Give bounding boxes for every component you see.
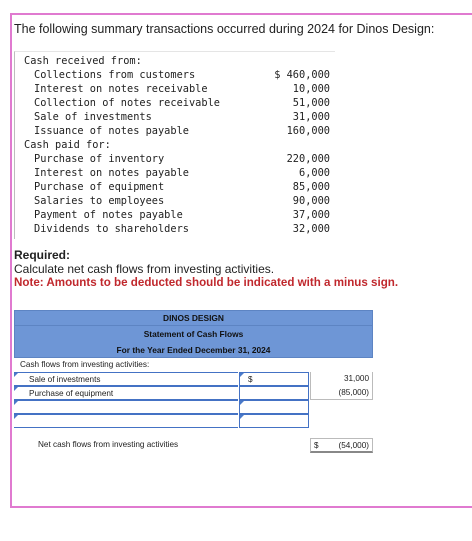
table-row [14,414,373,428]
transaction-row: Collections from customers $ 460,000 [34,69,330,81]
row-dollar-input[interactable]: $ [239,372,309,386]
cash-received-heading: Cash received from: [24,55,142,67]
row-amount-input[interactable] [310,414,373,428]
required-title: Required: [14,248,71,262]
transaction-row: Purchase of inventory 220,000 [34,153,330,165]
row-amount-input[interactable]: 31,000 [310,372,373,386]
section-heading-row [14,358,373,372]
row-dollar-input[interactable] [239,386,309,400]
table-row [14,400,373,414]
spacer-row [14,428,373,438]
transactions-list [24,54,330,236]
transaction-row: Interest on notes receivable 10,000 [34,83,330,95]
row-amount-input[interactable]: (85,000) [310,386,373,400]
transaction-row: Dividends to shareholders 32,000 [34,223,330,235]
transaction-row: Issuance of notes payable 160,000 [34,125,330,137]
required-note: Note: Amounts to be deducted should be indicated with a minus sign. [14,276,399,289]
cash-paid-heading: Cash paid for: [24,139,111,151]
net-total-row [14,438,373,452]
row-label-input[interactable]: Purchase of equipment [14,386,238,400]
table-row [14,372,373,386]
row-label-input[interactable] [14,414,238,428]
required-instruction: Calculate net cash flows from investing activities. [14,262,275,276]
transaction-row: Payment of notes payable 37,000 [34,209,330,221]
table-row [14,386,373,400]
transaction-row: Interest on notes payable 6,000 [34,167,330,179]
investing-section-label: Cash flows from investing activities: [20,360,150,369]
row-amount-input[interactable] [310,400,373,414]
row-dollar-input[interactable] [239,414,309,428]
statement-period: For the Year Ended December 31, 2024 [14,343,373,358]
company-name: DINOS DESIGN [14,310,373,326]
transaction-row: Salaries to employees 90,000 [34,195,330,207]
statement-title: Statement of Cash Flows [14,326,373,343]
net-amount-input[interactable]: $ (54,000) [310,438,373,453]
row-dollar-input[interactable] [239,400,309,414]
cash-flow-statement [14,310,373,452]
transaction-row: Sale of investments 31,000 [34,111,330,123]
net-cash-flows-label: Net cash flows from investing activities [38,440,179,449]
question-intro: The following summary transactions occurred during 2024 for Dinos Design: [14,22,435,36]
row-label-input[interactable] [14,400,238,414]
transaction-row: Collection of notes receivable 51,000 [34,97,330,109]
transaction-row: Purchase of equipment 85,000 [34,181,330,193]
row-label-input[interactable]: Sale of investments [14,372,238,386]
